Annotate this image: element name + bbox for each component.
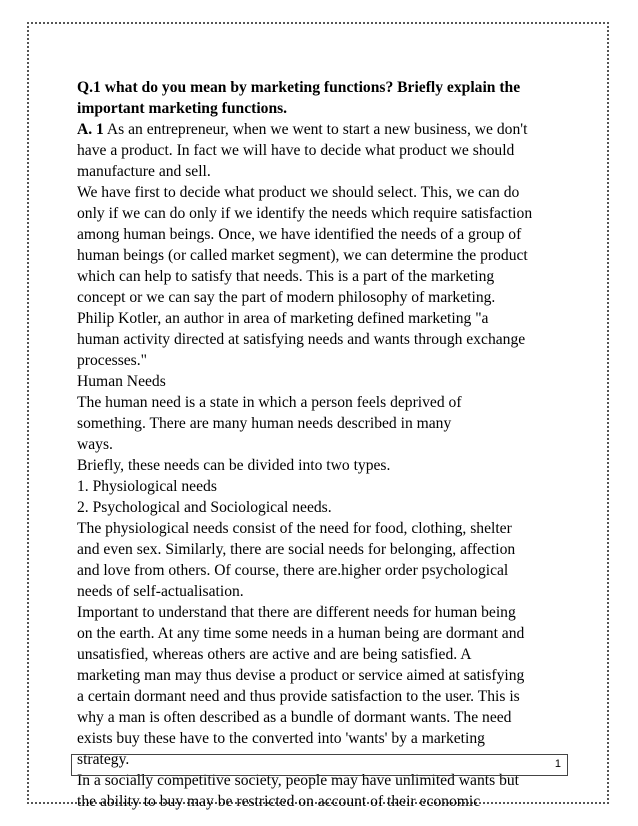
answer-line: The human need is a state in which a person feels deprived of xyxy=(77,394,462,411)
answer-line: exists buy these have to the converted into 'wants' by a marketing xyxy=(77,730,485,747)
answer-label: A. 1 xyxy=(77,121,104,138)
answer-line: unsatisfied, whereas others are active and are being satisfied. A xyxy=(77,646,472,663)
answer-line: manufacture and sell. xyxy=(77,163,211,180)
answer-line: strategy. xyxy=(77,751,130,768)
answer-line: marketing man may thus devise a product or service aimed at satisfying xyxy=(77,667,525,684)
answer-line: which can help to satisfy that needs. This is a part of the marketing xyxy=(77,268,495,285)
answer-line: ways. xyxy=(77,436,113,453)
answer-line: something. There are many human needs described in many xyxy=(77,415,452,432)
answer-line: processes." xyxy=(77,352,148,369)
document-body xyxy=(77,77,577,812)
answer-line: why a man is often described as a bundle of dormant wants. The need xyxy=(77,709,512,726)
answer-line: have a product. In fact we will have to decide what product we should xyxy=(77,142,515,159)
page-number: 1 xyxy=(554,758,561,770)
answer-line: In a socially competitive society, people may have unlimited wants but xyxy=(77,772,519,789)
answer-first-text: As an entrepreneur, when we went to start a new business, we don't xyxy=(103,121,528,138)
answer-line: concept or we can say the part of modern philosophy of marketing. xyxy=(77,289,496,306)
question-line-1: Q.1 what do you mean by marketing functions? Briefly explain the xyxy=(77,79,521,96)
answer-line: the ability to buy may be restricted on account of their economic xyxy=(77,793,481,810)
answer-line: only if we can do only if we identify the needs which require satisfaction xyxy=(77,205,533,222)
answer-line: human activity directed at satisfying needs and wants through exchange xyxy=(77,331,526,348)
answer-line: human beings (or called market segment), we can determine the product xyxy=(77,247,528,264)
answer-line: 2. Psychological and Sociological needs. xyxy=(77,499,332,516)
answer-line: Important to understand that there are different needs for human being xyxy=(77,604,516,621)
answer-line: needs of self-actualisation. xyxy=(77,583,244,600)
question-line-2: important marketing functions. xyxy=(77,100,288,117)
answer-line: among human beings. Once, we have identified the needs of a group of xyxy=(77,226,522,243)
answer-line: and even sex. Similarly, there are social needs for belonging, affection xyxy=(77,541,516,558)
answer-line: and love from others. Of course, there are.higher order psychological xyxy=(77,562,509,579)
answer-line: a certain dormant need and thus provide satisfaction to the user. This is xyxy=(77,688,520,705)
answer-text xyxy=(77,140,577,812)
answer-line: on the earth. At any time some needs in a human being are dormant and xyxy=(77,625,525,642)
footer-box xyxy=(71,754,568,776)
answer-line: Human Needs xyxy=(77,373,166,390)
answer-line: Philip Kotler, an author in area of marketing defined marketing "a xyxy=(77,310,489,327)
answer-first-line xyxy=(77,119,577,140)
answer-line: We have first to decide what product we should select. This, we can do xyxy=(77,184,520,201)
answer-line: 1. Physiological needs xyxy=(77,478,217,495)
answer-line: Briefly, these needs can be divided into two types. xyxy=(77,457,391,474)
answer-line: The physiological needs consist of the need for food, clothing, shelter xyxy=(77,520,512,537)
